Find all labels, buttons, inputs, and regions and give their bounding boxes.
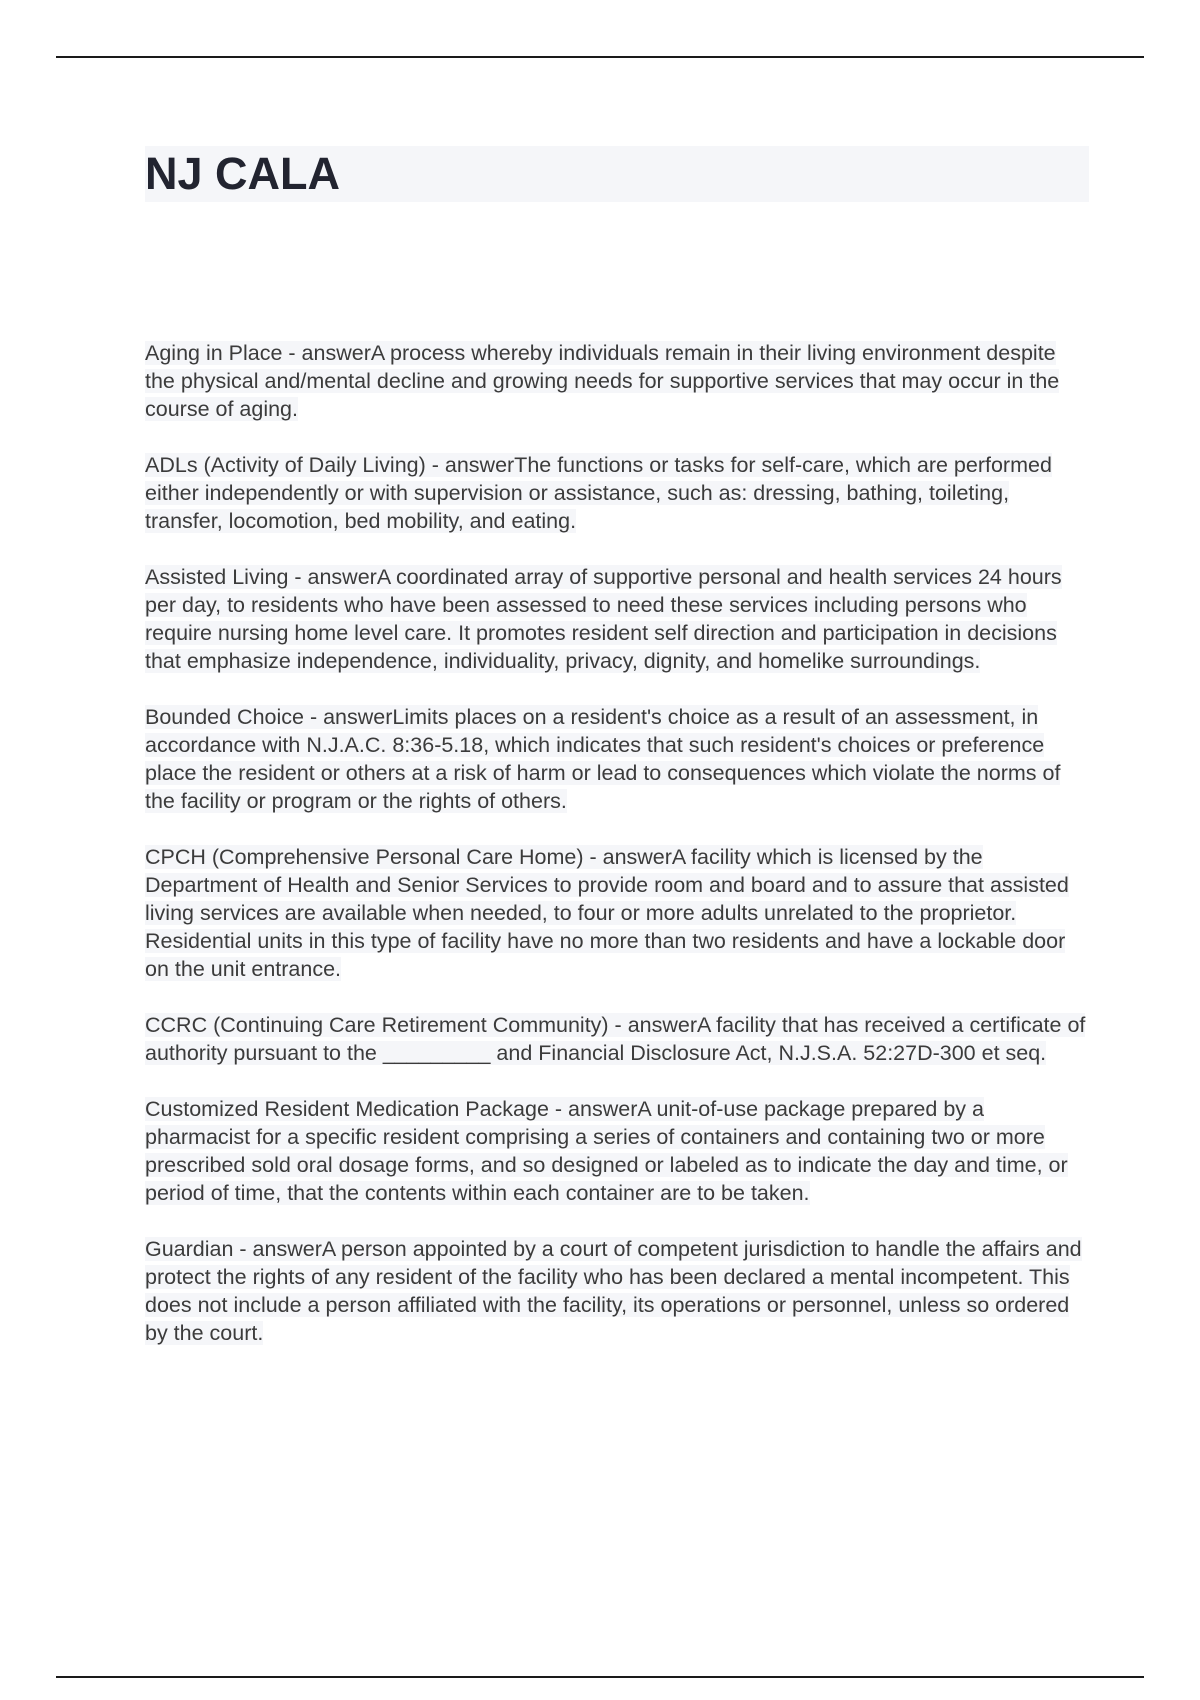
page-title: NJ CALA bbox=[145, 148, 341, 199]
glossary-entry bbox=[145, 1235, 1089, 1347]
entry-text: CCRC (Continuing Care Retirement Community) - answerA facility that has received a certificate of authority pursuant to the _________ and Financial Disclosure Act, N.J.S.A. 52:27D-300 et seq. bbox=[145, 1013, 1086, 1065]
entry-text: Guardian - answerA person appointed by a court of competent jurisdiction to handle the affairs and protect the rights of any resident of the facility who has been declared a mental incompetent. This does not include a person affiliated with the facility, its operations or personnel, unless so ordered by the court. bbox=[145, 1237, 1082, 1345]
glossary-list bbox=[145, 339, 1089, 1375]
glossary-entry bbox=[145, 843, 1089, 983]
bottom-rule bbox=[56, 1676, 1144, 1678]
entry-text: Bounded Choice - answerLimits places on a resident's choice as a result of an assessment, in accordance with N.J.A.C. 8:36-5.18, which indicates that such resident's choices or preference place the resident or others at a risk of harm or lead to consequences which violate the norms of the facility or program or the rights of others. bbox=[145, 705, 1061, 813]
glossary-entry bbox=[145, 563, 1089, 675]
entry-text: CPCH (Comprehensive Personal Care Home) - answerA facility which is licensed by the Department of Health and Senior Services to provide room and board and to assure that assisted living services are available when needed, to four or more adults unrelated to the proprietor. Residential units in this type of facility have no more than two residents and have a lockable door on the unit entrance. bbox=[145, 845, 1069, 981]
entry-text: ADLs (Activity of Daily Living) - answerThe functions or tasks for self-care, which are performed either independently or with supervision or assistance, such as: dressing, bathing, toileting, transfer, locomotion, bed mobility, and eating. bbox=[145, 453, 1052, 533]
glossary-entry bbox=[145, 1011, 1089, 1067]
entry-text: Assisted Living - answerA coordinated array of supportive personal and health services 24 hours per day, to residents who have been assessed to need these services including persons who require nursing home level care. It promotes resident self direction and participation in decisions that emphasize independence, individuality, privacy, dignity, and homelike surroundings. bbox=[145, 565, 1062, 673]
glossary-entry bbox=[145, 451, 1089, 535]
glossary-entry bbox=[145, 703, 1089, 815]
glossary-entry bbox=[145, 1095, 1089, 1207]
entry-text: Aging in Place - answerA process whereby individuals remain in their living environment despite the physical and/mental decline and growing needs for supportive services that may occur in the course of aging. bbox=[145, 341, 1060, 421]
glossary-entry bbox=[145, 339, 1089, 423]
entry-text: Customized Resident Medication Package - answerA unit-of-use package prepared by a pharmacist for a specific resident comprising a series of containers and containing two or more prescribed sold oral dosage forms, and so designed or labeled as to indicate the day and time, or period of time, that the contents within each container are to be taken. bbox=[145, 1097, 1068, 1205]
top-rule bbox=[56, 56, 1144, 58]
